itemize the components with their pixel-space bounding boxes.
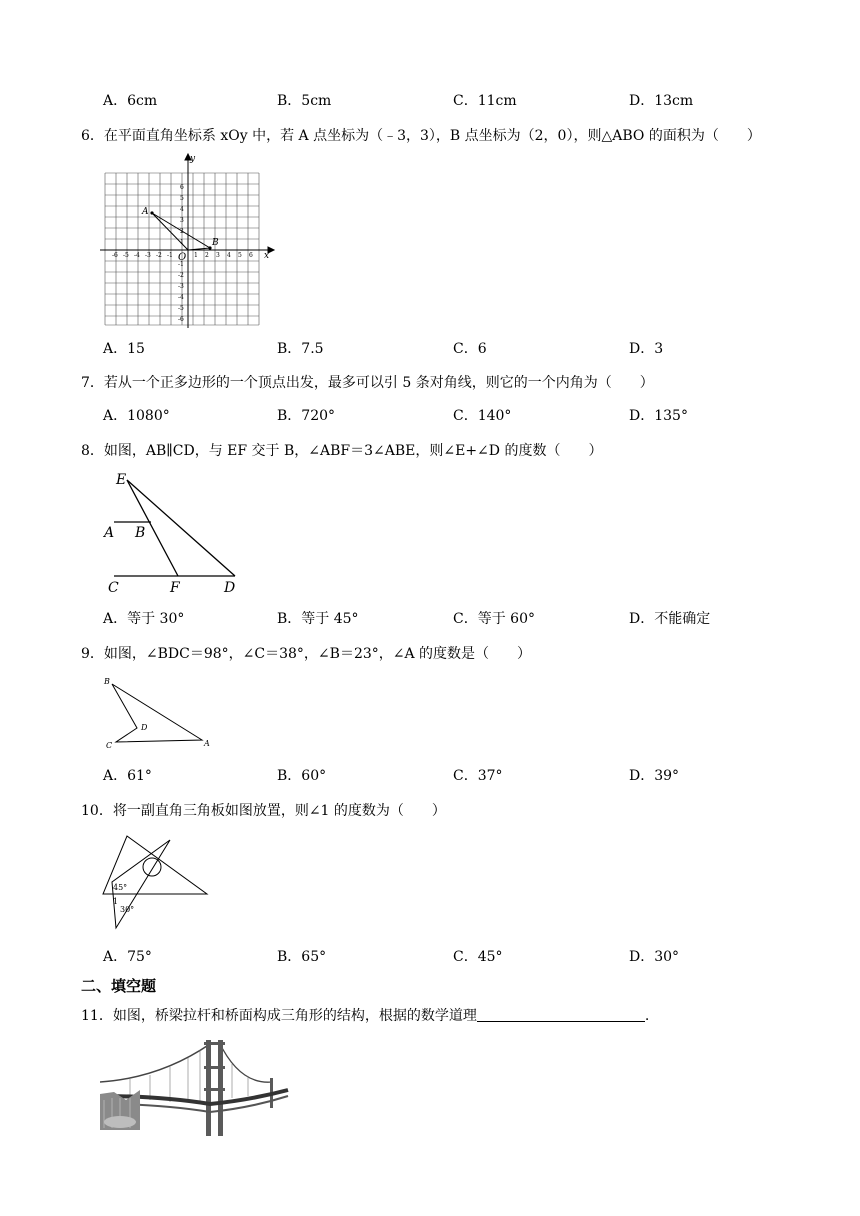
q8-option-b: B．等于 45° (277, 611, 359, 627)
q9-option-a: A．61° (103, 768, 152, 784)
q9-figure (100, 672, 220, 754)
q6-xtick: 6 (249, 252, 253, 259)
q6-option-a: A．15 (103, 341, 145, 357)
q8-figure (100, 470, 250, 598)
q6-xtick: -2 (156, 252, 162, 259)
q5-option-c: C．11cm (453, 93, 517, 109)
q9-label-c: C (106, 741, 113, 750)
q9-option-b: B．60° (277, 768, 327, 784)
q6-xtick: -1 (167, 252, 173, 259)
q6-ytick: 1 (180, 239, 184, 246)
q8-stem: 8．如图，AB∥CD，与 EF 交于 B，∠ABF＝3∠ABE，则∠E+∠D 的度数（ ） (81, 443, 603, 459)
q8-label-c: C (108, 580, 119, 596)
q8-option-a: A．等于 30° (103, 611, 185, 627)
q8-option-c: C．等于 60° (453, 611, 535, 627)
q6-ytick: -1 (178, 261, 184, 268)
q10-label-45: 45° (113, 883, 128, 892)
q7-option-c: C．140° (453, 408, 512, 424)
q6-ytick: 2 (180, 228, 184, 235)
q10-stem: 10．将一副直角三角板如图放置，则∠1 的度数为（ ） (81, 803, 446, 819)
q6-ytick: 6 (180, 184, 184, 191)
q10-figure (100, 828, 215, 938)
q11-stem-suffix: . (644, 1008, 650, 1024)
q6-ytick: 5 (180, 195, 184, 202)
q6-xtick: 1 (194, 252, 198, 259)
q10-label-1: 1 (113, 897, 119, 906)
q8-label-e: E (116, 472, 127, 488)
q8-label-b: B (135, 525, 146, 541)
q5-option-b: B．5cm (277, 93, 332, 109)
q9-option-d: D．39° (629, 768, 680, 784)
q11-stem-prefix: 11．如图，桥梁拉杆和桥面构成三角形的结构，根据的数学道理 (81, 1008, 477, 1024)
q6-xtick: -3 (145, 252, 151, 259)
q6-xtick: 5 (238, 252, 242, 259)
q6-ytick: 4 (180, 206, 184, 213)
q6-option-d: D．3 (629, 341, 664, 357)
q10-option-a: A．75° (103, 949, 152, 965)
q7-option-b: B．720° (277, 408, 336, 424)
q6-xtick: -5 (123, 252, 129, 259)
q7-option-d: D．135° (629, 408, 688, 424)
q6-option-b: B．7.5 (277, 341, 324, 357)
q8-label-a: A (104, 525, 115, 541)
q7-option-a: A．1080° (103, 408, 170, 424)
q6-xtick: 2 (205, 252, 209, 259)
q6-ytick: -2 (178, 272, 184, 279)
q10-option-d: D．30° (629, 949, 680, 965)
q6-xtick: -4 (134, 252, 140, 259)
q6-xtick: -6 (112, 252, 118, 259)
q8-label-f: F (170, 580, 180, 596)
q6-option-c: C．6 (453, 341, 487, 357)
q6-origin-label: O (178, 252, 187, 263)
q10-option-b: B．65° (277, 949, 327, 965)
q6-ytick: -4 (178, 294, 184, 301)
q10-option-c: C．45° (453, 949, 503, 965)
q11-stem (81, 1005, 649, 1025)
q9-label-d: D (141, 723, 148, 732)
q11-bridge-image (100, 1030, 290, 1138)
q5-option-d: D．13cm (629, 93, 694, 109)
q6-point-a-dot (150, 211, 153, 214)
q9-stem: 9．如图，∠BDC＝98°，∠C＝38°，∠B＝23°，∠A 的度数是（ ） (81, 646, 532, 662)
q6-ytick: -5 (178, 305, 184, 312)
q6-axis-y-label: y (190, 154, 196, 164)
q6-coordinate-figure (100, 152, 280, 328)
q9-quadrilateral (112, 684, 202, 742)
q6-xtick: 3 (216, 252, 220, 259)
q11-answer-blank[interactable] (477, 1008, 645, 1022)
q9-label-a: A (204, 739, 210, 748)
q5-option-a: A．6cm (103, 93, 158, 109)
q8-option-d: D．不能确定 (629, 611, 711, 627)
q10-label-30: 30° (120, 905, 135, 914)
q8-label-d: D (224, 580, 236, 596)
q6-ytick: -6 (178, 316, 184, 323)
q6-axis-x-label: x (264, 251, 270, 261)
q6-point-a-label: A (142, 207, 149, 217)
section-title-fill-in: 二、填空题 (81, 977, 157, 995)
q10-hole-circle (143, 858, 161, 876)
q6-stem: 6．在平面直角坐标系 xOy 中，若 A 点坐标为（﹣3，3），B 点坐标为（2，0），则△ABO 的面积为（ ） (81, 128, 761, 144)
q9-label-b: B (104, 677, 110, 686)
q6-point-b-label: B (212, 238, 219, 248)
q6-ytick: 3 (180, 217, 184, 224)
q7-stem: 7．若从一个正多边形的一个顶点出发，最多可以引 5 条对角线，则它的一个内角为（ ） (81, 375, 654, 391)
q6-xtick: 4 (227, 252, 231, 259)
q9-option-c: C．37° (453, 768, 503, 784)
q6-ytick: -3 (178, 283, 184, 290)
